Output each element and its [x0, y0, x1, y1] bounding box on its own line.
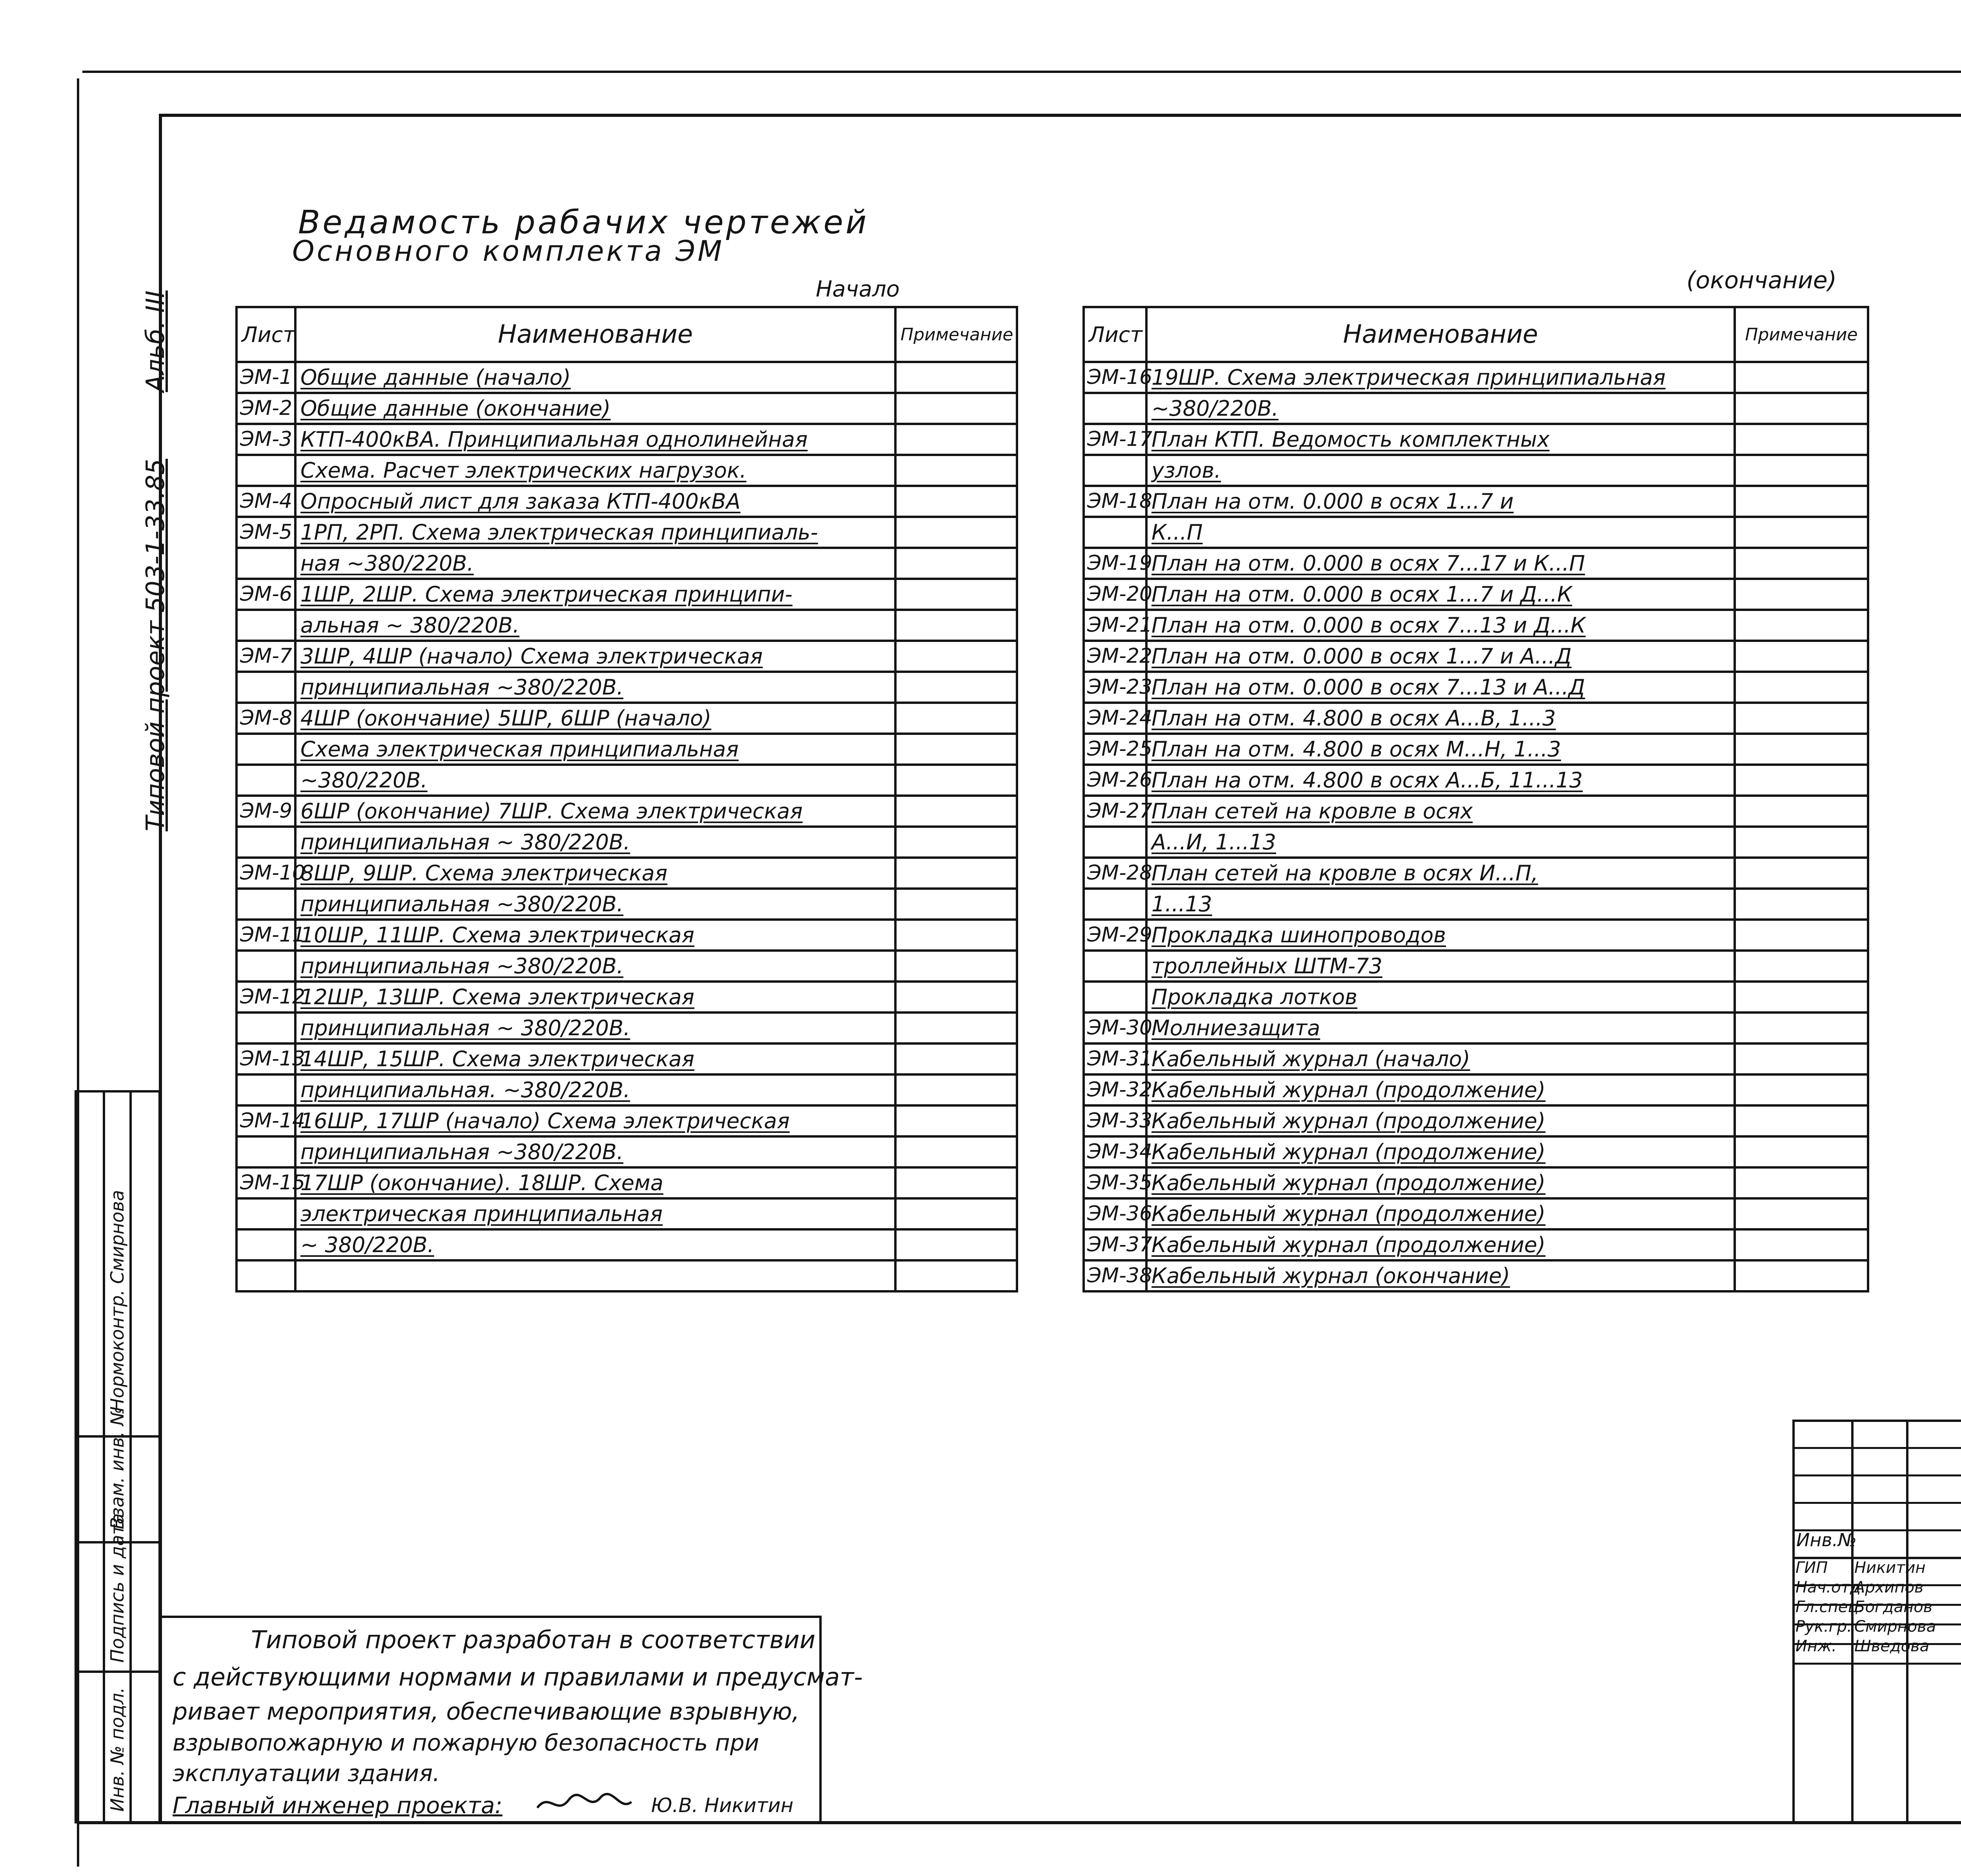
right-row — [1084, 1136, 1868, 1167]
left-sheet-code: ЭМ-14 — [236, 1105, 295, 1136]
left-sheet-name: 1ШР, 2ШР. Схема электрическая принципи- — [295, 579, 895, 610]
right-row — [1084, 517, 1868, 548]
right-sheet-name: К...П — [1146, 517, 1735, 548]
tb-staff-role: Нач.отд. — [1795, 1578, 1866, 1596]
right-sheet-note — [1735, 796, 1868, 827]
right-sheet-code: ЭМ-20 — [1084, 579, 1146, 610]
right-row — [1084, 920, 1868, 951]
side-podpis-data: Подпись и дата — [107, 1513, 128, 1663]
right-sheet-code: ЭМ-31 — [1084, 1043, 1146, 1074]
left-sheet-name: принципиальная ~380/220В. — [295, 1136, 895, 1167]
left-sheet-name: Схема. Расчет электрических нагрузок. — [295, 455, 895, 486]
right-sheet-name: План сетей на кровле в осях И...П, — [1146, 858, 1735, 889]
right-sheet-note — [1735, 672, 1868, 703]
right-table-caption: (окончание) — [1686, 267, 1837, 294]
left-row — [236, 1013, 1017, 1043]
left-sheet-code — [236, 548, 295, 579]
left-sheet-code — [236, 1013, 295, 1043]
left-sheet-note — [895, 858, 1017, 889]
left-sheet-code: ЭМ-11 — [236, 920, 295, 951]
left-sheet-note — [895, 1260, 1017, 1291]
left-row — [236, 858, 1017, 889]
left-sheet-name: 17ШР (окончание). 18ШР. Схема — [295, 1167, 895, 1198]
left-row — [236, 982, 1017, 1013]
side-project-label: Типовой проект 503-1-33.85 — [141, 458, 170, 831]
left-sheet-note — [895, 610, 1017, 641]
left-sheet-note — [895, 889, 1017, 920]
right-row — [1084, 1074, 1868, 1105]
left-sheet-code: ЭМ-5 — [236, 517, 295, 548]
right-sheet-code: ЭМ-26 — [1084, 765, 1146, 796]
left-sheet-name: 8ШР, 9ШР. Схема электрическая — [295, 858, 895, 889]
left-sheet-note — [895, 455, 1017, 486]
right-row — [1084, 734, 1868, 765]
left-row — [236, 424, 1017, 455]
left-row — [236, 796, 1017, 827]
right-sheet-code: ЭМ-24 — [1084, 703, 1146, 734]
note-line2: с действующими нормами и правилами и предусмат- — [173, 1663, 863, 1691]
right-sheet-code: ЭМ-36 — [1084, 1198, 1146, 1229]
tb-staff-role: ГИП — [1795, 1559, 1828, 1577]
left-sheet-note — [895, 734, 1017, 765]
page-title-line2: Основного комплекта ЭМ — [292, 234, 724, 267]
note-line4: взрывопожарную и пожарную безопасность при — [173, 1729, 759, 1756]
left-sheet-name: электрическая принципиальная — [295, 1198, 895, 1229]
right-sheet-name: План на отм. 4.800 в осях М...Н, 1...3 — [1146, 734, 1735, 765]
left-table-caption: Начало — [816, 276, 900, 302]
right-sheet-code — [1084, 827, 1146, 858]
left-sheet-name: 16ШР, 17ШР (начало) Схема электрическая — [295, 1105, 895, 1136]
right-sheet-code: ЭМ-25 — [1084, 734, 1146, 765]
right-sheet-name: Прокладка лотков — [1146, 982, 1735, 1013]
right-sheet-name: Кабельный журнал (продолжение) — [1146, 1198, 1735, 1229]
left-sheet-code — [236, 1260, 295, 1291]
tb-staff-role: Инж. — [1795, 1637, 1837, 1655]
left-sheet-note — [895, 1105, 1017, 1136]
left-sheet-code: ЭМ-8 — [236, 703, 295, 734]
left-sheet-note — [895, 579, 1017, 610]
right-row — [1084, 1167, 1868, 1198]
right-sheet-code: ЭМ-34 — [1084, 1136, 1146, 1167]
right-row — [1084, 765, 1868, 796]
left-row — [236, 1198, 1017, 1229]
tb-row-3 — [1792, 1502, 1961, 1504]
left-sheet-name: принципиальная. ~380/220В. — [295, 1074, 895, 1105]
left-sheet-note — [895, 393, 1017, 424]
right-sheet-note — [1735, 455, 1868, 486]
left-sheet-name: ~380/220В. — [295, 765, 895, 796]
left-row — [236, 486, 1017, 517]
left-sheet-code — [236, 672, 295, 703]
left-row — [236, 1105, 1017, 1136]
right-sheet-code: ЭМ-35 — [1084, 1167, 1146, 1198]
right-sheet-code — [1084, 393, 1146, 424]
right-sheet-code: ЭМ-29 — [1084, 920, 1146, 951]
right-sheet-code — [1084, 951, 1146, 982]
left-sheet-code — [236, 889, 295, 920]
right-sheet-code: ЭМ-37 — [1084, 1229, 1146, 1260]
left-header-note: Примечание — [895, 307, 1017, 362]
right-sheet-code: ЭМ-38 — [1084, 1260, 1146, 1291]
left-sheet-code — [236, 1229, 295, 1260]
side-stamp-col1 — [103, 1090, 105, 1823]
side-inv-vzam: Взам. инв. № — [107, 1407, 128, 1529]
left-row — [236, 1167, 1017, 1198]
right-sheet-note — [1735, 486, 1868, 517]
left-sheet-note — [895, 703, 1017, 734]
left-sheet-name — [295, 1260, 895, 1291]
right-header-note: Примечание — [1735, 307, 1868, 362]
left-sheet-code — [236, 610, 295, 641]
right-sheet-name: План на отм. 4.800 в осях А...Б, 11...13 — [1146, 765, 1735, 796]
right-sheet-name: узлов. — [1146, 455, 1735, 486]
right-sheet-name: План на отм. 0.000 в осях 1...7 и Д...К — [1146, 579, 1735, 610]
right-sheet-name: Кабельный журнал (продолжение) — [1146, 1074, 1735, 1105]
right-sheet-note — [1735, 827, 1868, 858]
left-sheet-name: 4ШР (окончание) 5ШР, 6ШР (начало) — [295, 703, 895, 734]
tb-row-1 — [1792, 1447, 1961, 1449]
left-sheet-code — [236, 1136, 295, 1167]
right-sheet-name: Кабельный журнал (продолжение) — [1146, 1229, 1735, 1260]
left-sheet-name: 12ШР, 13ШР. Схема электрическая — [295, 982, 895, 1013]
left-header-name: Наименование — [295, 307, 895, 362]
right-header-sheet: Лист — [1084, 307, 1146, 362]
left-sheet-code — [236, 951, 295, 982]
right-sheet-name: План на отм. 4.800 в осях А...В, 1...3 — [1146, 703, 1735, 734]
right-sheet-note — [1735, 1136, 1868, 1167]
tb-staff-name: Смирнова — [1854, 1618, 1936, 1636]
left-sheet-code — [236, 827, 295, 858]
right-row — [1084, 486, 1868, 517]
right-sheet-note — [1735, 641, 1868, 672]
side-stamp-col2 — [129, 1090, 132, 1823]
right-sheet-code: ЭМ-19 — [1084, 548, 1146, 579]
tb-row-2 — [1792, 1474, 1961, 1476]
right-row — [1084, 858, 1868, 889]
tb-staff-name: Шведова — [1854, 1637, 1930, 1655]
right-row — [1084, 579, 1868, 610]
frame-top — [159, 114, 1961, 117]
right-row — [1084, 548, 1868, 579]
right-sheet-code: ЭМ-16 — [1084, 362, 1146, 393]
left-header-sheet: Лист — [236, 307, 295, 362]
right-sheet-name: План сетей на кровле в осях — [1146, 796, 1735, 827]
right-row — [1084, 1105, 1868, 1136]
right-row — [1084, 424, 1868, 455]
right-sheet-name: Кабельный журнал (окончание) — [1146, 1260, 1735, 1291]
tb-staff-role: Рук.гр. — [1795, 1618, 1852, 1636]
right-sheet-code: ЭМ-23 — [1084, 672, 1146, 703]
note-line1: Типовой проект разработан в соответствии — [251, 1625, 815, 1654]
right-sheet-name: План на отм. 0.000 в осях 7...17 и К...П — [1146, 548, 1735, 579]
left-row — [236, 610, 1017, 641]
side-inv-podl: Инв. № подл. — [107, 1687, 128, 1812]
right-sheet-note — [1735, 1105, 1868, 1136]
left-row — [236, 703, 1017, 734]
left-row — [236, 765, 1017, 796]
right-sheet-code — [1084, 517, 1146, 548]
right-sheet-note — [1735, 858, 1868, 889]
left-sheet-note — [895, 362, 1017, 393]
left-sheet-name: Общие данные (окончание) — [295, 393, 895, 424]
left-row — [236, 393, 1017, 424]
left-sheet-name: Общие данные (начало) — [295, 362, 895, 393]
right-header-name: Наименование — [1146, 307, 1735, 362]
left-sheet-note — [895, 982, 1017, 1013]
left-row — [236, 889, 1017, 920]
left-row — [236, 951, 1017, 982]
right-table — [1082, 306, 1869, 1292]
left-row — [236, 734, 1017, 765]
right-row — [1084, 672, 1868, 703]
left-sheet-note — [895, 1136, 1017, 1167]
right-sheet-code: ЭМ-18 — [1084, 486, 1146, 517]
left-row — [236, 1229, 1017, 1260]
left-sheet-name: альная ~ 380/220В. — [295, 610, 895, 641]
right-sheet-note — [1735, 1198, 1868, 1229]
left-sheet-name: ~ 380/220В. — [295, 1229, 895, 1260]
signature-scribble — [533, 1788, 635, 1820]
right-sheet-name: ~380/220В. — [1146, 393, 1735, 424]
right-sheet-code: ЭМ-21 — [1084, 610, 1146, 641]
right-row — [1084, 951, 1868, 982]
right-sheet-name: План на отм. 0.000 в осях 7...13 и А...Д — [1146, 672, 1735, 703]
tb-staff-name: Никитин — [1854, 1559, 1926, 1577]
right-row — [1084, 1229, 1868, 1260]
left-row — [236, 1043, 1017, 1074]
right-sheet-name: троллейных ШТМ-73 — [1146, 951, 1735, 982]
left-sheet-note — [895, 548, 1017, 579]
right-row — [1084, 827, 1868, 858]
left-row — [236, 579, 1017, 610]
left-sheet-name: принципиальная ~380/220В. — [295, 672, 895, 703]
left-sheet-note — [895, 1167, 1017, 1198]
right-sheet-name: План КТП. Ведомость комплектных — [1146, 424, 1735, 455]
left-row — [236, 672, 1017, 703]
right-sheet-name: Кабельный журнал (продолжение) — [1146, 1105, 1735, 1136]
left-sheet-code: ЭМ-6 — [236, 579, 295, 610]
left-sheet-name: Опросный лист для заказа КТП-400кВА — [295, 486, 895, 517]
left-sheet-code — [236, 1074, 295, 1105]
left-sheet-name: принципиальная ~ 380/220В. — [295, 1013, 895, 1043]
left-row — [236, 1074, 1017, 1105]
left-sheet-name: 6ШР (окончание) 7ШР. Схема электрическая — [295, 796, 895, 827]
right-sheet-note — [1735, 765, 1868, 796]
right-sheet-note — [1735, 362, 1868, 393]
left-sheet-note — [895, 920, 1017, 951]
left-sheet-note — [895, 486, 1017, 517]
left-sheet-code: ЭМ-10 — [236, 858, 295, 889]
right-sheet-note — [1735, 734, 1868, 765]
right-sheet-note — [1735, 393, 1868, 424]
right-sheet-note — [1735, 579, 1868, 610]
left-sheet-name: ная ~380/220В. — [295, 548, 895, 579]
right-sheet-note — [1735, 920, 1868, 951]
note-signature-name: Ю.В. Никитин — [651, 1794, 794, 1817]
right-sheet-code: ЭМ-27 — [1084, 796, 1146, 827]
right-sheet-note — [1735, 982, 1868, 1013]
right-sheet-code: ЭМ-17 — [1084, 424, 1146, 455]
left-sheet-code: ЭМ-2 — [236, 393, 295, 424]
right-sheet-note — [1735, 1074, 1868, 1105]
side-stamp-row3 — [75, 1671, 161, 1673]
left-sheet-note — [895, 796, 1017, 827]
right-sheet-name: План на отм. 0.000 в осях 7...13 и Д...К — [1146, 610, 1735, 641]
right-row — [1084, 889, 1868, 920]
right-sheet-code: ЭМ-28 — [1084, 858, 1146, 889]
right-sheet-code — [1084, 982, 1146, 1013]
left-row — [236, 1260, 1017, 1291]
right-sheet-note — [1735, 889, 1868, 920]
right-sheet-name: Молниезащита — [1146, 1013, 1735, 1043]
right-row — [1084, 362, 1868, 393]
right-sheet-name: Кабельный журнал (продолжение) — [1146, 1167, 1735, 1198]
left-sheet-note — [895, 1013, 1017, 1043]
right-sheet-code: ЭМ-32 — [1084, 1074, 1146, 1105]
right-sheet-code — [1084, 455, 1146, 486]
right-row — [1084, 1198, 1868, 1229]
left-sheet-name: 14ШР, 15ШР. Схема электрическая — [295, 1043, 895, 1074]
right-sheet-note — [1735, 703, 1868, 734]
left-sheet-note — [895, 1229, 1017, 1260]
right-sheet-code: ЭМ-30 — [1084, 1013, 1146, 1043]
tb-staff-name: Богданов — [1854, 1598, 1933, 1616]
right-row — [1084, 1260, 1868, 1291]
left-sheet-name: принципиальная ~380/220В. — [295, 951, 895, 982]
right-sheet-name: А...И, 1...13 — [1146, 827, 1735, 858]
left-sheet-note — [895, 827, 1017, 858]
left-sheet-note — [895, 1074, 1017, 1105]
left-sheet-code: ЭМ-15 — [236, 1167, 295, 1198]
right-row — [1084, 982, 1868, 1013]
right-sheet-note — [1735, 951, 1868, 982]
right-row — [1084, 1013, 1868, 1043]
right-sheet-name: 1...13 — [1146, 889, 1735, 920]
tb-staff-name: Архипов — [1854, 1578, 1924, 1596]
right-sheet-name: Прокладка шинопроводов — [1146, 920, 1735, 951]
right-sheet-note — [1735, 1043, 1868, 1074]
right-sheet-note — [1735, 1167, 1868, 1198]
right-sheet-name: Кабельный журнал (продолжение) — [1146, 1136, 1735, 1167]
left-sheet-note — [895, 424, 1017, 455]
left-row — [236, 641, 1017, 672]
left-sheet-name: 1РП, 2РП. Схема электрическая принципиаль- — [295, 517, 895, 548]
left-row — [236, 455, 1017, 486]
right-sheet-code — [1084, 889, 1146, 920]
tb-inv-no: Инв.№ — [1796, 1529, 1857, 1551]
note-line5: эксплуатации здания. — [173, 1760, 440, 1787]
note-line3: ривает мероприятия, обеспечивающие взрывную, — [173, 1698, 800, 1725]
right-sheet-note — [1735, 548, 1868, 579]
left-sheet-code — [236, 765, 295, 796]
left-sheet-code — [236, 734, 295, 765]
left-sheet-code — [236, 1198, 295, 1229]
right-sheet-note — [1735, 424, 1868, 455]
side-normokontrol: Нормоконтр. Смирнова — [107, 1190, 128, 1412]
left-sheet-code: ЭМ-13 — [236, 1043, 295, 1074]
right-sheet-note — [1735, 1229, 1868, 1260]
right-sheet-name: 19ШР. Схема электрическая принципиальная — [1146, 362, 1735, 393]
left-sheet-code — [236, 455, 295, 486]
left-sheet-name: 3ШР, 4ШР (начало) Схема электрическая — [295, 641, 895, 672]
left-sheet-note — [895, 517, 1017, 548]
left-sheet-note — [895, 641, 1017, 672]
left-row — [236, 548, 1017, 579]
page-title-line1: Ведамость рабачих чертежей — [298, 204, 869, 241]
right-row — [1084, 455, 1868, 486]
right-sheet-note — [1735, 517, 1868, 548]
left-sheet-code: ЭМ-12 — [236, 982, 295, 1013]
left-sheet-note — [895, 672, 1017, 703]
left-table — [235, 306, 1018, 1292]
left-sheet-code: ЭМ-7 — [236, 641, 295, 672]
right-row — [1084, 393, 1868, 424]
left-sheet-code: ЭМ-9 — [236, 796, 295, 827]
left-sheet-name: Схема электрическая принципиальная — [295, 734, 895, 765]
left-row — [236, 920, 1017, 951]
tb-row-10 — [1792, 1663, 1961, 1665]
right-row — [1084, 610, 1868, 641]
left-sheet-note — [895, 765, 1017, 796]
left-sheet-name: 10ШР, 11ШР. Схема электрическая — [295, 920, 895, 951]
right-sheet-note — [1735, 1260, 1868, 1291]
right-sheet-note — [1735, 610, 1868, 641]
right-sheet-code: ЭМ-22 — [1084, 641, 1146, 672]
note-signature-label: Главный инженер проекта: — [173, 1792, 503, 1819]
left-sheet-code: ЭМ-4 — [236, 486, 295, 517]
right-sheet-note — [1735, 1013, 1868, 1043]
right-row — [1084, 1043, 1868, 1074]
left-row — [236, 362, 1017, 393]
right-row — [1084, 703, 1868, 734]
left-sheet-note — [895, 1198, 1017, 1229]
left-sheet-code: ЭМ-1 — [236, 362, 295, 393]
left-sheet-code: ЭМ-3 — [236, 424, 295, 455]
left-sheet-name: принципиальная ~ 380/220В. — [295, 827, 895, 858]
side-album-label: Альб. III — [141, 290, 170, 392]
top-trim-line — [82, 71, 1961, 73]
left-sheet-note — [895, 951, 1017, 982]
tb-staff-role: Гл.спец. — [1795, 1598, 1864, 1616]
right-sheet-name: План на отм. 0.000 в осях 1...7 и — [1146, 486, 1735, 517]
left-row — [236, 827, 1017, 858]
left-sheet-name: КТП-400кВА. Принципиальная однолинейная — [295, 424, 895, 455]
left-sheet-note — [895, 1043, 1017, 1074]
right-sheet-name: Кабельный журнал (начало) — [1146, 1043, 1735, 1074]
left-sheet-name: принципиальная ~380/220В. — [295, 889, 895, 920]
right-row — [1084, 641, 1868, 672]
left-row — [236, 1136, 1017, 1167]
left-row — [236, 517, 1017, 548]
right-sheet-code: ЭМ-33 — [1084, 1105, 1146, 1136]
right-row — [1084, 796, 1868, 827]
right-sheet-name: План на отм. 0.000 в осях 1...7 и А...Д — [1146, 641, 1735, 672]
